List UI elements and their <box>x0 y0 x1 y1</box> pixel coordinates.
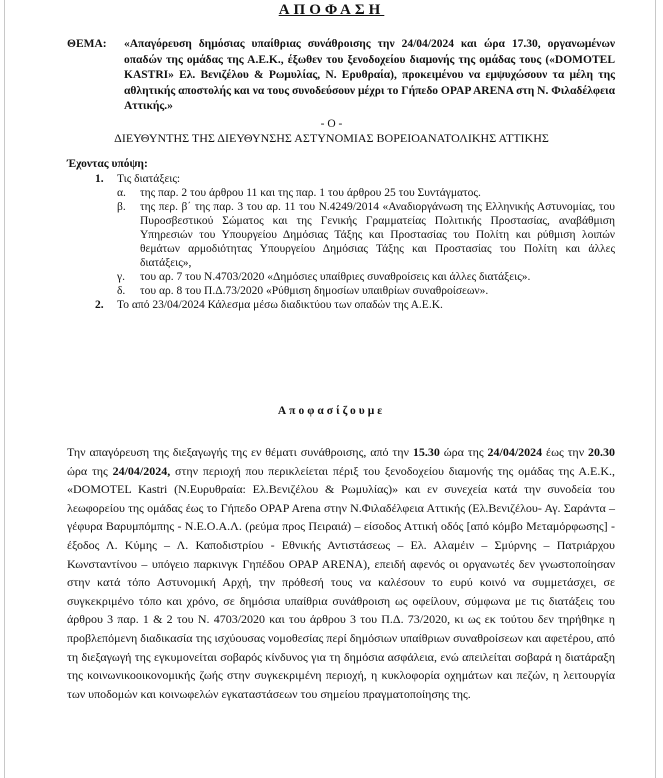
sub-text: του αρ. 8 του Π.Δ.73/2020 «Ρύθμιση δημοσίων υπαιθρίων συναθροίσεων». <box>140 285 489 297</box>
sub-letter: β. <box>117 201 126 213</box>
o-line: - Ο - <box>320 118 343 130</box>
sub-letter: δ. <box>117 285 126 297</box>
decision-body <box>67 443 615 703</box>
sub-item <box>117 200 615 270</box>
sub-item <box>117 270 615 284</box>
list-number: 2. <box>95 299 104 311</box>
sub-letter: γ. <box>117 271 125 283</box>
body-text: Την απαγόρευση της διεξαγωγής της εν θέματι συνάθροισης, από την <box>67 445 413 459</box>
decision-heading: Αποφασίζουμε <box>277 405 386 417</box>
subject-block <box>67 37 615 115</box>
start-date: 24/04/2024 <box>487 445 543 459</box>
body-text: ώρα της <box>67 463 113 478</box>
subject-label: ΘΕΜΑ: <box>67 38 107 50</box>
list-item <box>95 172 615 186</box>
subject-text: «Απαγόρευση δημόσιας υπαίθριας συνάθροισης την 24/04/2024 και ώρα 17.30, οργανωμένων οπαδών της ομάδας της Α.Ε.Κ., έξωθεν του ξενοδοχείου διαμονής της ομάδας τους («DOMOTEL KASTRI» Ελ. Βενιζέλου & Ρωμυλίας, Ν. Ερυθραία), προκειμένου να εμψυχώσουν τα μέλη της αθλητικής αποστολής και να τους συνοδεύσουν μέχρι το Γήπεδο OPAP ARENA στη Ν. Φιλαδέλφεια Αττικής.» <box>124 38 615 112</box>
list-text: Τις διατάξεις: <box>117 173 181 185</box>
sub-item <box>117 186 615 200</box>
sub-text: της περ. β΄ της παρ. 3 του αρ. 11 του Ν.4249/2014 «Αναδιοργάνωση της Ελληνικής Αστυνομίας, του Πυροσβεστικού Σώματος και της Γενικής Γραμματείας Πολιτικής Προστασίας, αναβάθμιση Υπηρεσιών του Υπουργείου Δημόσιας Τάξης και Προστασίας του Πολίτη και ρύθμιση λοιπών θεμάτων αρμοδιότητας Υπουργείου Δημόσιας Τάξης και Προστασίας του Πολίτη και άλλες διατάξεις», <box>140 201 615 269</box>
end-date: 24/04/2024, <box>112 463 171 478</box>
end-time: 20.30 <box>588 445 615 459</box>
body-text: ώρα της <box>439 445 488 459</box>
considerations-list <box>95 172 615 312</box>
sub-text: του αρ. 7 του Ν.4703/2020 «Δημόσιες υπαίθριες συναθροίσεις και άλλες διατάξεις». <box>140 271 531 283</box>
list-text: Το από 23/04/2024 Κάλεσμα μέσω διαδικτύου των οπαδών της Α.Ε.Κ. <box>117 299 443 311</box>
sub-text: της παρ. 2 του άρθρου 11 και της παρ. 1 του άρθρου 25 του Συντάγματος. <box>140 187 481 199</box>
start-time: 15.30 <box>412 445 440 459</box>
body-text: στην περιοχή που περικλείεται πέριξ του ξενοδοχείου διαμονής της ομάδας της Α.Ε.Κ., «DOMOTEL Kastri (Ν.Ευρυθραία: Ελ.Βενιζέλου & Ρωμυλίας)» και εν συνεχεία κατά την συνοδεία του λεωφορείου της ομάδας έως το Γήπεδο OPAP Arena στην Ν.Φιλαδέλφεια Αττικής (Ελ.Βενιζέλου- Αγ. Σαράντα – γέφυρα Βαρυμπόμπης - Ν.Ε.Ο.Α.Λ. (ρεύμα προς Πειραιά) – είσοδος Αττική οδός [από κόμβο Μεταμόρφωσης] - έξοδος Λ. Κύμης – Λ. Καποδιστρίου - Εθνικής Αντιστάσεως – Ελ. Αλαμέιν – Σμύρνης – Πατριάρχου Κωνσταντίνου – υπόγειο παρκινγκ Γηπέδου OPAP ARENA), επειδή αφενός οι οργανωτές δεν γνωστοποίησαν στην κατά τόπο Αστυνομική Αρχή, την πρόθεσή τους να καλέσουν το ευρύ κοινό να συμμετάσχει, σε συγκεκριμένο τόπο και χρόνο, σε δημόσια υπαίθρια συνάθροιση ως οφείλουν, σύμφωνα με τις διατάξεις του άρθρου 3 παρ. 1 & 2 του Ν. 4703/2020 και του άρθρου 3 του Π.Δ. 73/2020, κι ως εκ τούτου δεν τηρήθηκε η προβλεπόμενη διαδικασία της ισχύουσας νομοθεσίας περί δημόσιων υπαίθριων συναθροίσεων και αφετέρου, από τη διεξαγωγή της εγκυμονείται σοβαρός κίνδυνος για τη δημόσια ασφάλεια, ενώ απειλείται σοβαρά η διατάραξη της κοινωνικοοικονομικής ζωής στην συγκεκριμένη περιοχή, η κυκλοφορία οχημάτων και πεζών, η λειτουργία των υποδομών και κοινωφελών εγκαταστάσεων του σημείου πραγματοποίησης της. <box>67 463 615 701</box>
list-number: 1. <box>95 173 104 185</box>
director-heading: ΔΙΕΥΘΥΝΤΗΣ ΤΗΣ ΔΙΕΥΘΥΝΣΗΣ ΑΣΤΥΝΟΜΙΑΣ ΒΟΡΕΙΟΑΝΑΤΟΛΙΚΗΣ ΑΤΤΙΚΗΣ <box>114 131 549 145</box>
considering-label: Έχοντας υπόψη: <box>67 158 148 170</box>
sub-letter: α. <box>117 187 126 199</box>
body-text: έως την <box>542 445 588 459</box>
sub-item <box>117 284 615 298</box>
document-title: ΑΠΟΦΑΣΗ <box>278 2 385 18</box>
list-item <box>95 298 615 312</box>
